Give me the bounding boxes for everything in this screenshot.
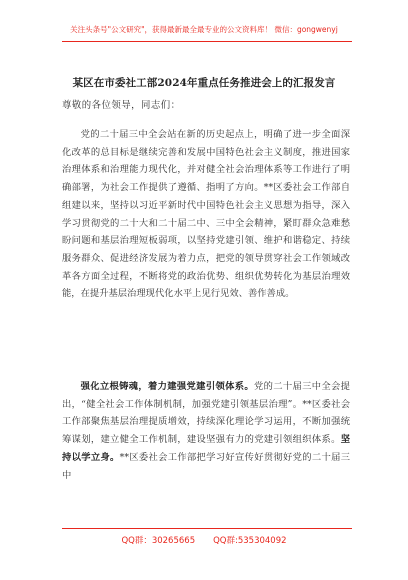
footer-qq-group-2: QQ群:535304092 [213, 536, 287, 546]
paragraph-2-body: 党的二十届三中全会提出，“健全社会工作体制机制，加强党建引领基层治理”。**区委社会工作部聚焦基层治理提质增效，持续深化理论学习运用，不断加强统筹谋划，建立健全工作机制，建设坚强有力的党建引领组织体系。 [62, 381, 350, 446]
paragraph-2-heading: 强化立根铸魂，着力建强党建引领体系。 [80, 381, 254, 392]
header-promo-text: 关注头条号"公文研究"，获得最新最全最专业的公文资料库！ 微信：gongwenyj [70, 25, 338, 34]
footer-divider [62, 528, 352, 529]
header-divider [62, 41, 352, 42]
paragraph-1: 党的二十届三中全会站在新的历史起点上，明确了进一步全面深化改革的总目标是继续完善和发展中国特色社会主义制度，推进国家治理体系和治理能力现代化，并对健全社会治理体系等工作进行了明确部署，为社会工作提供了遵循、指明了方向。**区委社会工作部自组建以来，坚持以习近平新时代中国特色社会主义思想为指导，深入学习贯彻党的二十大和二十届二中、三中全会精神，紧盯群众急难愁盼问题和基层治理短板弱项，以坚持党建引领、维护和谐稳定、持续服务群众、促进经济发展为着力点，把党的领导贯穿社会工作领域改革各方面全过程，不断将党的政治优势、组织优势转化为基层治理效能，在提升基层治理现代化水平上见行见效、善作善成。 [62, 129, 350, 300]
footer [0, 534, 408, 546]
paragraph-2-subheading: 坚持以学立身。 [62, 434, 350, 463]
footer-qq-group-1: QQ群：30265665 [121, 536, 196, 546]
document-title: 某区在市委社工部2024年重点任务推进会上的汇报发言 [72, 77, 336, 89]
greeting: 尊敬的各位领导，同志们： [62, 100, 181, 111]
paragraph-2 [62, 378, 350, 484]
paragraph-2-tail: **区委社会工作部把学习好宣传好贯彻好党的二十届三中 [62, 451, 350, 481]
